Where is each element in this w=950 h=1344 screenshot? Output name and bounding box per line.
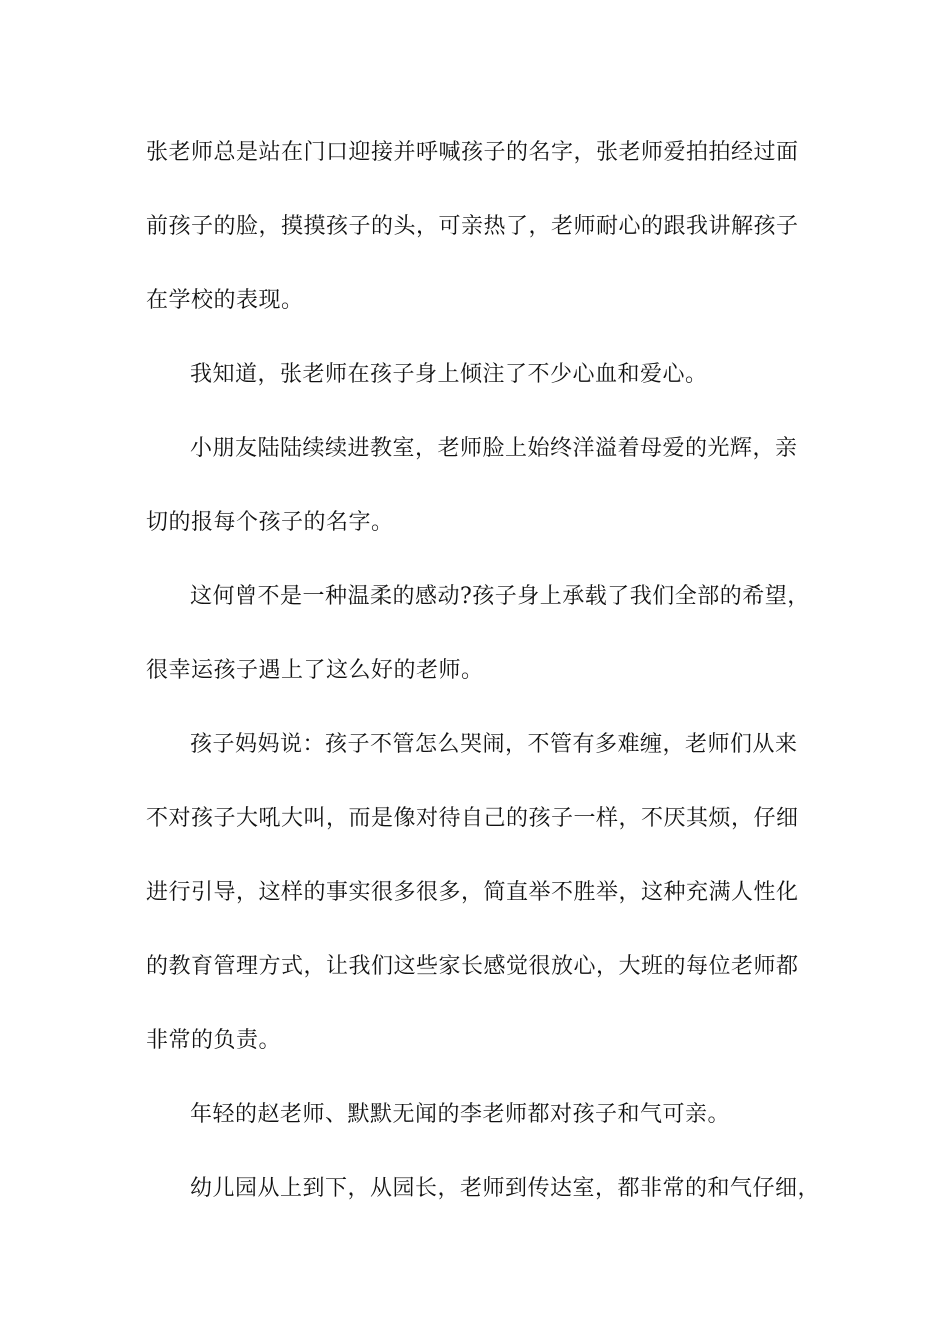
paragraph-4-line-1: 这何曾不是一种温柔的感动?孩子身上承载了我们全部的希望， <box>190 584 810 609</box>
paragraph-3-line-1: 小朋友陆陆续续进教室，老师脸上始终洋溢着母爱的光辉，亲 <box>190 436 798 461</box>
paragraph-5-line-2: 不对孩子大吼大叫，而是像对待自己的孩子一样，不厌其烦，仔细 <box>146 806 799 831</box>
paragraph-7-line-1: 幼儿园从上到下，从园长，老师到传达室，都非常的和气仔细， <box>190 1176 821 1201</box>
paragraph-1-line-1: 张老师总是站在门口迎接并呼喊孩子的名字，张老师爱拍拍经过面 <box>146 140 799 165</box>
paragraph-3-line-2: 切的报每个孩子的名字。 <box>146 510 394 535</box>
paragraph-5-line-1: 孩子妈妈说：孩子不管怎么哭闹，不管有多难缠，老师们从来 <box>190 732 798 757</box>
paragraph-5-line-5: 非常的负责。 <box>146 1028 282 1053</box>
paragraph-1-line-3: 在学校的表现。 <box>146 288 304 313</box>
document-body <box>146 134 826 1244</box>
paragraph-5-line-3: 进行引导，这样的事实很多很多，简直举不胜举，这种充满人性化 <box>146 880 799 905</box>
paragraph-5-line-4: 的教育管理方式，让我们这些家长感觉很放心，大班的每位老师都 <box>146 954 799 979</box>
paragraph-6-line-1: 年轻的赵老师、默默无闻的李老师都对孩子和气可亲。 <box>190 1102 731 1127</box>
paragraph-4-line-2: 很幸运孩子遇上了这么好的老师。 <box>146 658 484 683</box>
paragraph-2-line-1: 我知道，张老师在孩子身上倾注了不少心血和爱心。 <box>190 362 708 387</box>
paragraph-1-line-2: 前孩子的脸，摸摸孩子的头，可亲热了，老师耐心的跟我讲解孩子 <box>146 214 799 239</box>
